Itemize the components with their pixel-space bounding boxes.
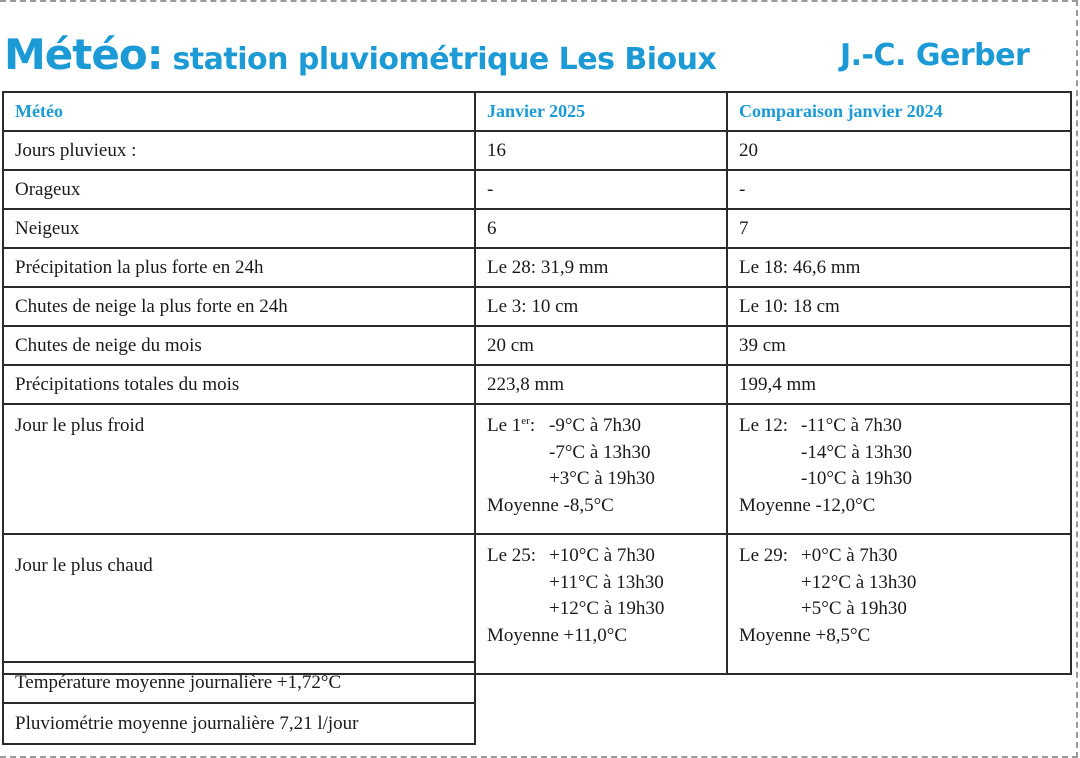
daily-average-temperature: Température moyenne journalière +1,72°C	[3, 662, 475, 703]
value-2025: -	[475, 170, 727, 209]
coldest-2025-day: Le 1er:	[487, 415, 536, 436]
value-2025: 20 cm	[475, 326, 727, 365]
hottest-2024-cell	[727, 534, 1071, 674]
temp-reading: -9°C à 7h30	[549, 415, 642, 436]
value-2025: 223,8 mm	[475, 365, 727, 404]
hottest-day-row	[3, 534, 1071, 674]
value-2025: Le 28: 31,9 mm	[475, 248, 727, 287]
table-row	[3, 703, 475, 744]
page-title	[4, 30, 716, 80]
hottest-2025-cell	[475, 534, 727, 674]
value-2024: Le 10: 18 cm	[727, 287, 1071, 326]
value-2025: Le 3: 10 cm	[475, 287, 727, 326]
average-temp: Moyenne -12,0°C	[739, 494, 876, 516]
row-label: Orageux	[3, 170, 475, 209]
temp-reading: -10°C à 19h30	[801, 468, 913, 489]
row-label: Chutes de neige du mois	[3, 326, 475, 365]
table-row	[3, 248, 1071, 287]
title-main: Météo:	[4, 30, 163, 79]
table-row	[3, 662, 475, 703]
hottest-2025-day: Le 25:	[487, 545, 537, 566]
weather-table	[2, 91, 1072, 675]
header-cell-2025: Janvier 2025	[475, 92, 727, 131]
coldest-day-row	[3, 404, 1071, 534]
value-2024: 39 cm	[727, 326, 1071, 365]
value-2024: 20	[727, 131, 1071, 170]
table-row	[3, 209, 1071, 248]
value-2025: 16	[475, 131, 727, 170]
value-2024: 7	[727, 209, 1071, 248]
temp-reading: +11°C à 13h30	[549, 571, 664, 593]
temp-reading: +12°C à 19h30	[549, 598, 665, 619]
value-2025: 6	[475, 209, 727, 248]
row-label: Jours pluvieux :	[3, 131, 475, 170]
average-temp: Moyenne +11,0°C	[487, 624, 628, 646]
coldest-2024-cell	[727, 404, 1071, 534]
header-cell-meteo: Météo	[3, 92, 475, 131]
hottest-2024-day: Le 29:	[739, 545, 789, 566]
row-label: Chutes de neige la plus forte en 24h	[3, 287, 475, 326]
temp-reading: +3°C à 19h30	[549, 468, 655, 489]
average-temp: Moyenne +8,5°C	[739, 624, 871, 646]
table-row	[3, 365, 1071, 404]
temp-reading: +10°C à 7h30	[549, 545, 655, 566]
table-row	[3, 326, 1071, 365]
row-label: Précipitation la plus forte en 24h	[3, 248, 475, 287]
value-2024: 199,4 mm	[727, 365, 1071, 404]
temp-reading: -14°C à 13h30	[801, 441, 913, 463]
table-header-row	[3, 92, 1071, 131]
temp-reading: -11°C à 7h30	[801, 415, 902, 436]
title-subtitle: station pluviométrique Les Bioux	[162, 42, 717, 77]
author-name: J.-C. Gerber	[840, 38, 1030, 73]
value-2024: -	[727, 170, 1071, 209]
table-row	[3, 287, 1071, 326]
row-label: Jour le plus froid	[3, 404, 475, 534]
table-row	[3, 170, 1071, 209]
table-row	[3, 131, 1071, 170]
row-label: Jour le plus chaud	[3, 534, 475, 674]
temp-reading: +0°C à 7h30	[801, 545, 898, 566]
daily-average-rainfall: Pluviométrie moyenne journalière 7,21 l/jour	[3, 703, 475, 744]
coldest-2025-cell	[475, 404, 727, 534]
value-2024: Le 18: 46,6 mm	[727, 248, 1071, 287]
temp-reading: -7°C à 13h30	[549, 441, 651, 463]
summary-table	[2, 661, 476, 745]
row-label: Précipitations totales du mois	[3, 365, 475, 404]
temp-reading: +12°C à 13h30	[801, 571, 917, 593]
average-temp: Moyenne -8,5°C	[487, 494, 614, 516]
coldest-2024-day: Le 12:	[739, 415, 789, 436]
temp-reading: +5°C à 19h30	[801, 598, 907, 619]
row-label: Neigeux	[3, 209, 475, 248]
header-cell-2024: Comparaison janvier 2024	[727, 92, 1071, 131]
